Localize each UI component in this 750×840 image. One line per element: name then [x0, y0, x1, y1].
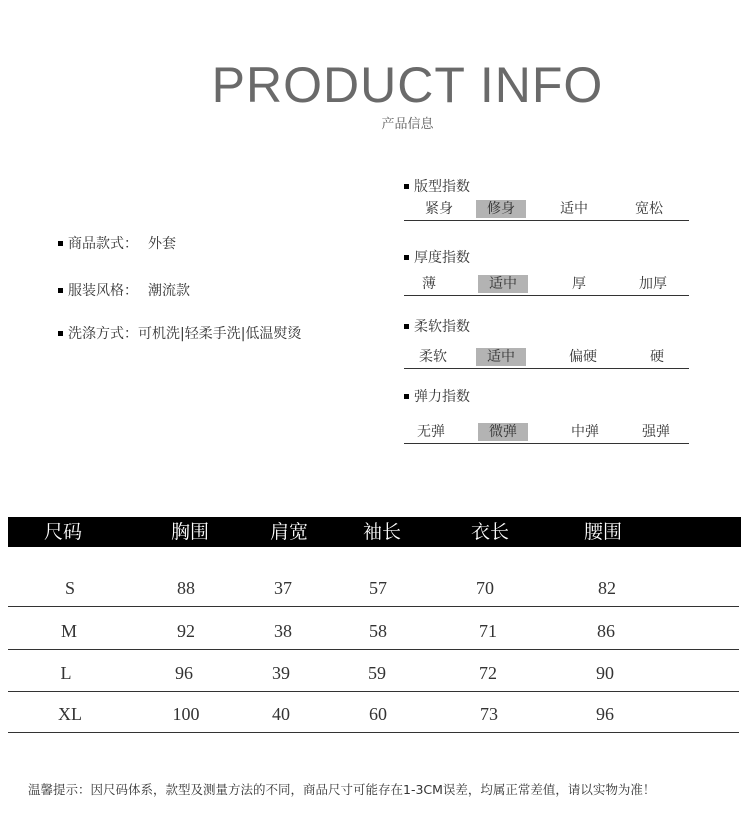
- index-option: 强弹: [642, 424, 670, 440]
- attribute-value: 潮流款: [148, 283, 190, 299]
- index-option: 宽松: [635, 201, 663, 217]
- header-shoulder: 肩宽: [269, 521, 308, 543]
- cell-chest: 88: [177, 578, 195, 598]
- index-option: 无弹: [417, 424, 445, 440]
- index-option: 硬: [650, 349, 664, 365]
- cell-size: S: [64, 578, 75, 598]
- index-thickness: [404, 247, 689, 296]
- attribute-label: 商品款式：: [68, 236, 138, 252]
- index-scale: [404, 348, 689, 369]
- index-option-selected: 适中: [476, 348, 526, 366]
- cell-chest: 96: [175, 663, 193, 683]
- index-title: 柔软指数: [404, 316, 689, 336]
- table-row: [8, 655, 739, 692]
- index-option-selected: 修身: [476, 200, 526, 218]
- attribute-label: 洗涤方式：: [68, 326, 138, 342]
- index-option: 柔软: [419, 349, 447, 365]
- header-waist: 腰围: [583, 521, 622, 543]
- attribute-washing: [58, 323, 301, 343]
- cell-sleeve: 59: [368, 663, 386, 683]
- page-subtitle: 产品信息: [381, 117, 434, 132]
- index-softness: [404, 316, 689, 369]
- cell-shoulder: 37: [274, 578, 292, 598]
- cell-length: 70: [476, 578, 494, 598]
- cell-sleeve: 60: [369, 704, 387, 724]
- bullet-icon: [58, 241, 63, 246]
- bullet-icon: [404, 255, 409, 260]
- table-row: [8, 696, 739, 733]
- table-row: [8, 570, 739, 607]
- attribute-style: [58, 233, 176, 253]
- attribute-value: 可机洗|轻柔手洗|低温熨烫: [138, 326, 302, 342]
- header-length: 衣长: [470, 521, 509, 543]
- index-fit: [404, 176, 689, 221]
- cell-waist: 96: [596, 704, 614, 724]
- size-table-header: [8, 517, 741, 547]
- table-row: [8, 613, 739, 650]
- header-sleeve: 袖长: [362, 521, 401, 543]
- page-title: PRODUCT INFO: [211, 57, 604, 113]
- index-option: 紧身: [425, 201, 453, 217]
- index-title: 版型指数: [404, 176, 689, 196]
- bullet-icon: [58, 331, 63, 336]
- header-size: 尺码: [43, 521, 82, 543]
- attribute-fashion: [58, 280, 190, 300]
- cell-shoulder: 39: [272, 663, 290, 683]
- index-option: 偏硬: [569, 349, 597, 365]
- cell-sleeve: 58: [369, 621, 387, 641]
- cell-size: XL: [58, 704, 82, 724]
- index-scale: [404, 275, 689, 296]
- cell-shoulder: 38: [274, 621, 292, 641]
- index-scale: [404, 423, 689, 444]
- cell-waist: 86: [597, 621, 615, 641]
- cell-waist: 90: [596, 663, 614, 683]
- index-title: 弹力指数: [404, 386, 689, 406]
- cell-chest: 100: [172, 704, 200, 724]
- index-option: 厚: [572, 276, 586, 292]
- attribute-value: 外套: [148, 236, 176, 252]
- cell-length: 73: [480, 704, 498, 724]
- cell-sleeve: 57: [369, 578, 387, 598]
- index-option: 中弹: [571, 424, 599, 440]
- header-chest: 胸围: [170, 521, 209, 543]
- index-option: 薄: [422, 276, 436, 292]
- bullet-icon: [404, 394, 409, 399]
- cell-length: 72: [479, 663, 497, 683]
- index-elasticity: [404, 386, 689, 444]
- bullet-icon: [404, 184, 409, 189]
- cell-shoulder: 40: [272, 704, 290, 724]
- footer-note: 温馨提示：因尺码体系，款型及测量方法的不同，商品尺寸可能存在1-3CM误差，均属正常差值，请以实物为准！: [28, 782, 656, 797]
- index-option: 适中: [560, 201, 588, 217]
- cell-waist: 82: [598, 578, 616, 598]
- cell-size: L: [60, 663, 72, 683]
- bullet-icon: [404, 324, 409, 329]
- index-option-selected: 微弹: [478, 423, 528, 441]
- cell-length: 71: [479, 621, 497, 641]
- index-option: 加厚: [639, 276, 667, 292]
- bullet-icon: [58, 288, 63, 293]
- index-scale: [404, 200, 689, 221]
- cell-chest: 92: [177, 621, 195, 641]
- index-title: 厚度指数: [404, 247, 689, 267]
- cell-size: M: [60, 621, 77, 641]
- attribute-label: 服装风格：: [68, 283, 138, 299]
- index-option-selected: 适中: [478, 275, 528, 293]
